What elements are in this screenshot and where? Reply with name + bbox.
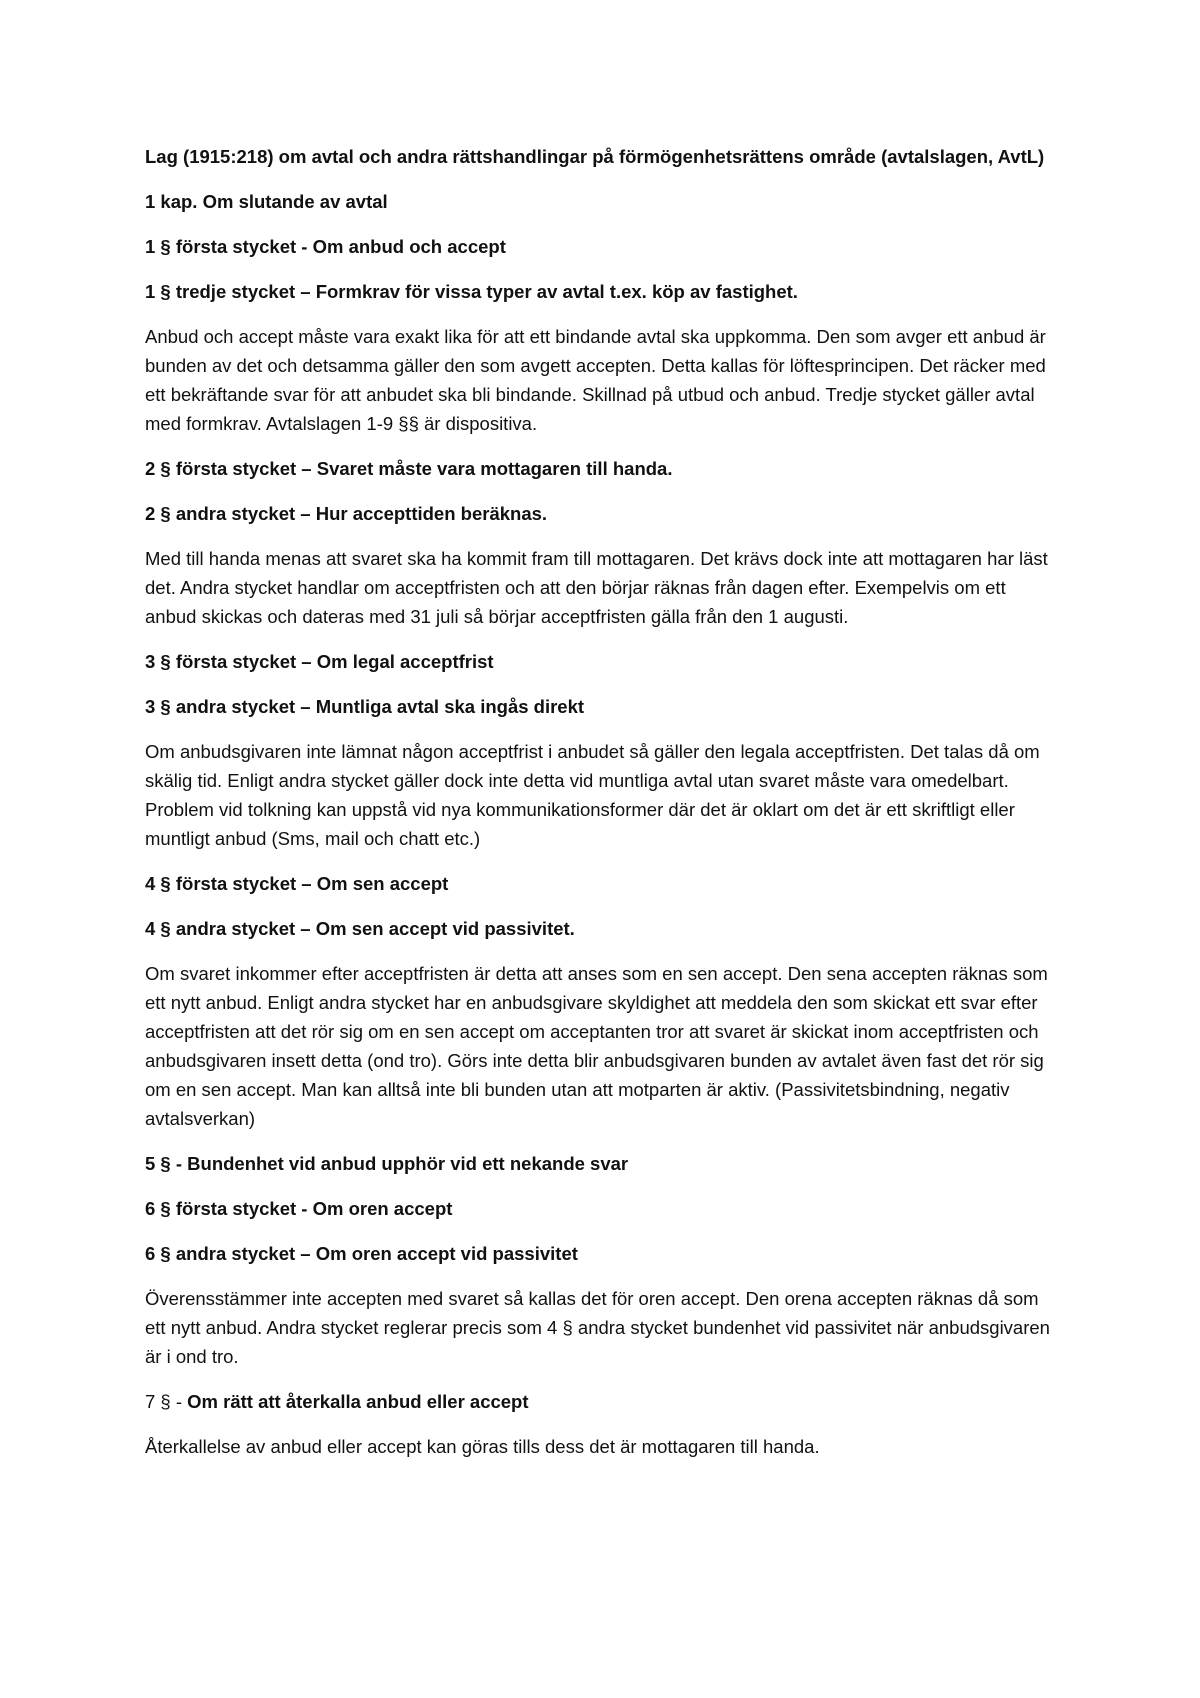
section-number: 7 § - xyxy=(145,1391,188,1412)
section-heading: 5 § - Bundenhet vid anbud upphör vid ett nekande svar xyxy=(145,1153,629,1174)
body-paragraph: Anbud och accept måste vara exakt lika för att ett bindande avtal ska uppkomma. Den som avger ett anbud är bunden av det och detsamma gäller den som avgett accepten. Detta kallas för löftesprincipen. Det räcker med ett bekräftande svar för att anbudet ska bli bindande. Skillnad på utbud och anbud. Tredje stycket gäller avtal med formkrav. Avtalslagen 1-9 §§ är dispositiva. xyxy=(145,326,1046,434)
document-body xyxy=(145,142,1060,1477)
section-heading: 1 § första stycket - Om anbud och accept xyxy=(145,236,506,257)
body-paragraph: Återkallelse av anbud eller accept kan göras tills dess det är mottagaren till handa. xyxy=(145,1436,820,1457)
body-paragraph: Om anbudsgivaren inte lämnat någon acceptfrist i anbudet så gäller den legala acceptfristen. Det talas då om skälig tid. Enligt andra stycket gäller dock inte detta vid muntliga avtal utan svaret måste vara omedelbart. Problem vid tolkning kan uppstå vid nya kommunikationsformer där det är oklart om det är ett skriftligt eller muntligt anbud (Sms, mail och chatt etc.) xyxy=(145,741,1040,849)
body-paragraph: Med till handa menas att svaret ska ha kommit fram till mottagaren. Det krävs dock inte att mottagaren har läst det. Andra stycket handlar om acceptfristen och att den börjar räknas från dagen efter. Exempelvis om ett anbud skickas och dateras med 31 juli så börjar acceptfristen gälla från den 1 augusti. xyxy=(145,548,1048,627)
section-heading: 1 § tredje stycket – Formkrav för vissa typer av avtal t.ex. köp av fastighet. xyxy=(145,281,798,302)
document-title: Lag (1915:218) om avtal och andra rättshandlingar på förmögenhetsrättens område (avtalslagen, AvtL) xyxy=(145,146,1045,167)
body-paragraph: Om svaret inkommer efter acceptfristen är detta att anses som en sen accept. Den sena accepten räknas som ett nytt anbud. Enligt andra stycket har en anbudsgivare skyldighet att meddela den som skickat ett svar efter acceptfristen att det rör sig om en sen accept om acceptanten tror att svaret är skickat inom acceptfristen och anbudsgivaren insett detta (ond tro). Görs inte detta blir anbudsgivaren bunden av avtalet även fast det rör sig om en sen accept. Man kan alltså inte bli bunden utan att motparten är aktiv. (Passivitetsbindning, negativ avtalsverkan) xyxy=(145,963,1048,1129)
section-heading: 3 § andra stycket – Muntliga avtal ska ingås direkt xyxy=(145,696,585,717)
section-heading: 3 § första stycket – Om legal acceptfrist xyxy=(145,651,494,672)
section-title: Om rätt att återkalla anbud eller accept xyxy=(187,1391,529,1412)
chapter-heading: 1 kap. Om slutande av avtal xyxy=(145,191,388,212)
body-paragraph: Överensstämmer inte accepten med svaret så kallas det för oren accept. Den orena accepten räknas då som ett nytt anbud. Andra stycket reglerar precis som 4 § andra stycket bundenhet vid passivitet när anbudsgivaren är i ond tro. xyxy=(145,1288,1050,1367)
section-heading: 6 § första stycket - Om oren accept xyxy=(145,1198,453,1219)
section-heading: 2 § första stycket – Svaret måste vara mottagaren till handa. xyxy=(145,458,673,479)
section-heading: 4 § andra stycket – Om sen accept vid passivitet. xyxy=(145,918,575,939)
section-heading: 2 § andra stycket – Hur accepttiden beräknas. xyxy=(145,503,548,524)
section-heading-mixed xyxy=(145,1387,1060,1416)
section-heading: 6 § andra stycket – Om oren accept vid passivitet xyxy=(145,1243,578,1264)
section-heading: 4 § första stycket – Om sen accept xyxy=(145,873,449,894)
